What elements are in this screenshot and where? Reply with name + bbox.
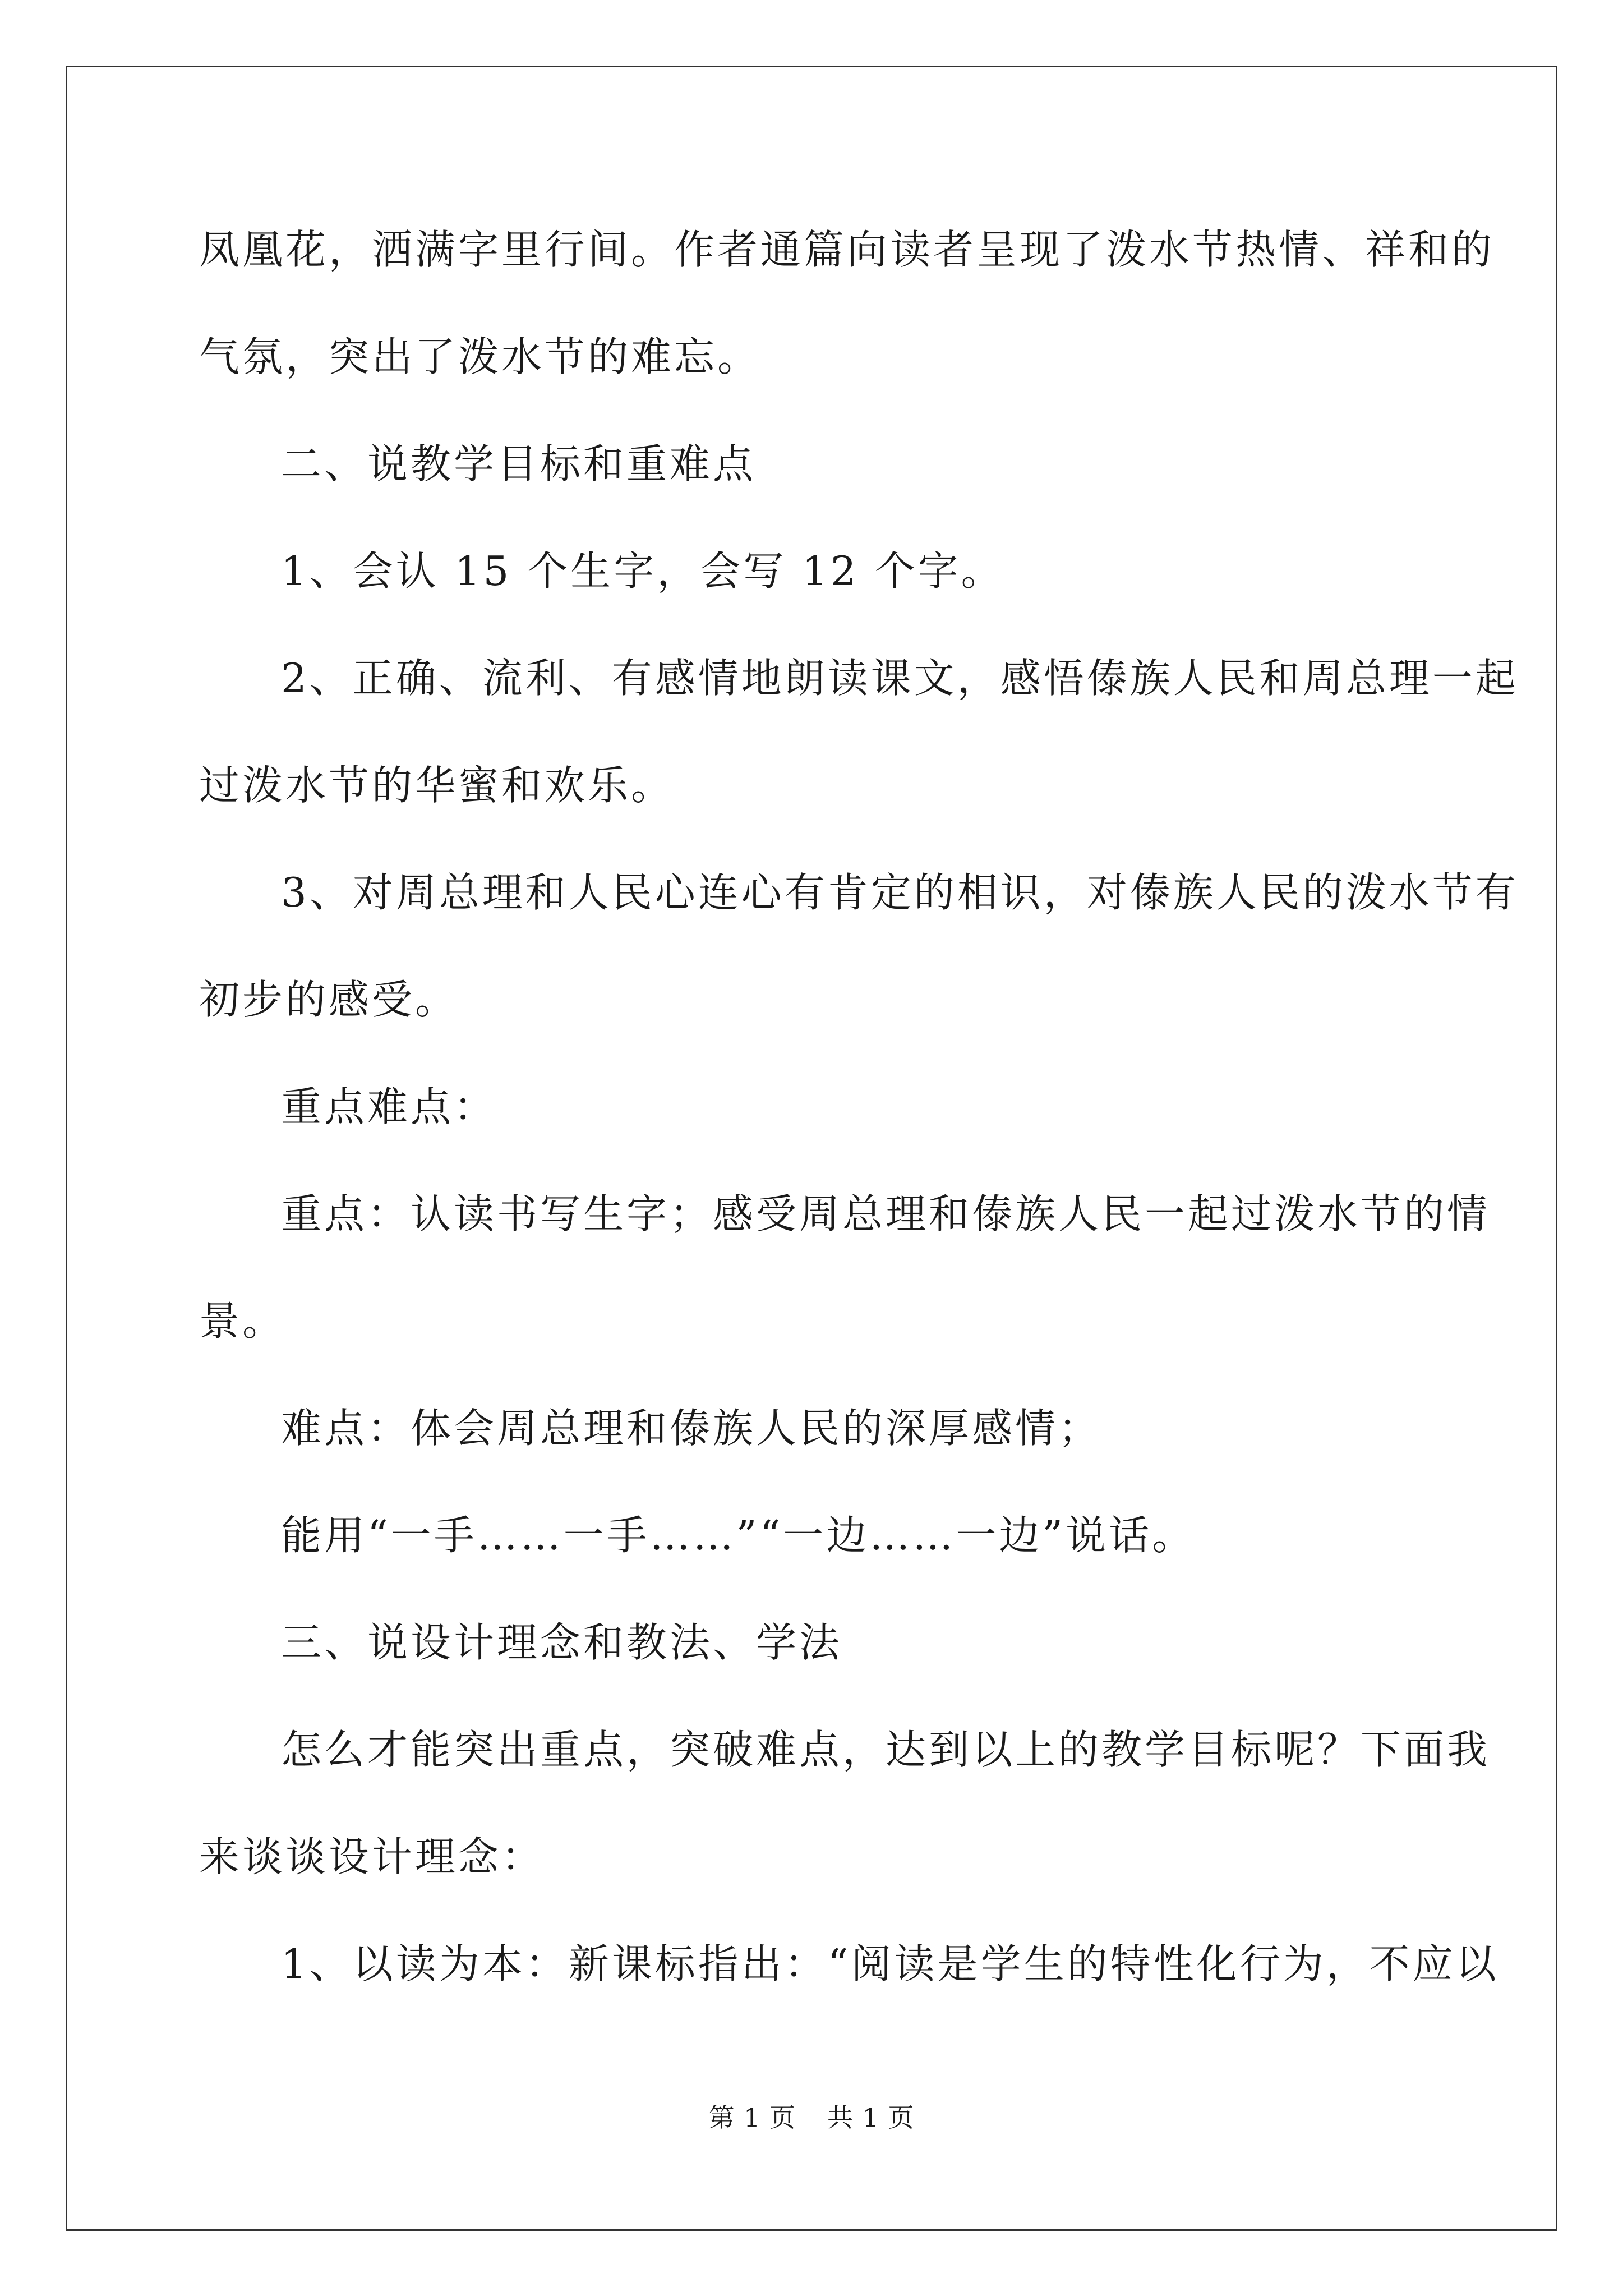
document-body	[199, 196, 1519, 2018]
page-count: 共 1 页	[827, 2102, 915, 2133]
section-heading: 三、说设计理念和教法、学法	[281, 1619, 843, 1666]
text-line: 3、对周总理和人民心连心有肯定的相识，对傣族人民的泼水节有	[281, 869, 1519, 916]
page-footer	[0, 2101, 1623, 2134]
section-heading: 二、说教学目标和重难点	[281, 440, 757, 487]
text-line: 气氛，突出了泼水节的难忘。	[199, 333, 761, 380]
text-line: 凤凰花，洒满字里行间。作者通篇向读者呈现了泼水节热情、祥和的	[199, 226, 1495, 273]
page-number: 第 1 页	[708, 2102, 796, 2133]
text-line: 景。	[199, 1297, 286, 1345]
text-line: 过泼水节的华蜜和欢乐。	[199, 762, 675, 809]
text-line: 来谈谈设计理念：	[199, 1833, 545, 1880]
text-line: 重点难点：	[281, 1083, 497, 1130]
text-line: 重点：认读书写生字；感受周总理和傣族人民一起过泼水节的情	[281, 1190, 1491, 1237]
text-line: 2、正确、流利、有感情地朗读课文，感悟傣族人民和周总理一起	[281, 655, 1519, 702]
text-line: 怎么才能突出重点，突破难点，达到以上的教学目标呢？下面我	[281, 1726, 1491, 1773]
text-line: 1、会认 15 个生字，会写 12 个字。	[281, 547, 1004, 595]
text-line: 1、以读为本：新课标指出：“阅读是学生的特性化行为，不应以	[281, 1940, 1499, 1987]
text-line: 难点：体会周总理和傣族人民的深厚感情；	[281, 1405, 1102, 1452]
text-line: 初步的感受。	[199, 976, 459, 1023]
text-line: 能用“一手……一手……”“一边……一边”说话。	[281, 1512, 1196, 1559]
